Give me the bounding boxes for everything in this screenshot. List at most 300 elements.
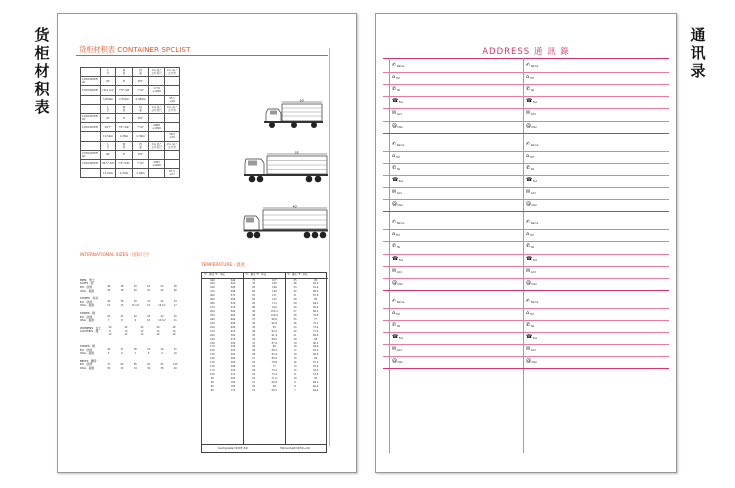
temperature-cell: 10 <box>293 376 297 380</box>
address-field-mail[interactable] <box>526 280 537 286</box>
hp-icon: ⌂ <box>526 152 530 159</box>
size-value: 38 <box>160 366 164 370</box>
address-field-label: H.P <box>529 234 534 238</box>
address-rule <box>383 84 669 85</box>
container-table-cell <box>149 95 165 104</box>
title-rule <box>383 58 669 59</box>
temperature-cell: 60.8 <box>312 353 319 357</box>
address-field-mail[interactable] <box>526 123 537 129</box>
container-table-cell <box>165 77 180 86</box>
container-table-cell: L 长 <box>101 141 116 150</box>
side-label-right: 通讯录 <box>690 26 706 80</box>
temperature-cell: 77 <box>272 365 276 369</box>
address-field-label: Fax <box>398 258 404 262</box>
address-field-label: H.P <box>395 155 400 159</box>
truck-20ft-label: 20' <box>299 99 305 103</box>
address-field-add[interactable] <box>526 268 536 274</box>
address-field-hp[interactable] <box>392 231 400 237</box>
address-field-label: H.P <box>395 312 400 316</box>
address-rule <box>383 211 669 212</box>
temperature-cell: 203 <box>230 376 236 380</box>
address-field-add[interactable] <box>392 110 402 116</box>
size-value: 40 <box>133 300 137 304</box>
temperature-cell: 210 <box>210 329 215 333</box>
container-table-cell: W 宽 <box>116 104 133 113</box>
size-value: 36 <box>107 348 111 352</box>
container-table-cell <box>149 132 165 141</box>
container-table-cell: 8'6" <box>133 113 149 122</box>
temperature-cell: 18 <box>293 345 297 349</box>
size-value: 11 <box>173 318 177 322</box>
address-rule <box>383 151 669 152</box>
fax-icon: ☎ <box>526 98 533 105</box>
address-field-hp[interactable] <box>392 153 400 159</box>
address-field-add[interactable] <box>392 346 402 352</box>
temperature-column <box>264 273 285 445</box>
temperature-cell: 185 <box>230 384 236 388</box>
address-field-name[interactable] <box>392 141 404 147</box>
size-value: 75 <box>107 362 111 366</box>
mail-icon: @ <box>526 279 531 286</box>
address-rule <box>383 332 669 333</box>
size-value: 9 <box>161 351 163 355</box>
size-row-label: USA · 美国 <box>80 366 95 371</box>
temperature-cell: 90 <box>210 380 214 384</box>
address-rule <box>383 241 669 242</box>
address-field-label: Mail <box>397 361 403 365</box>
address-rule <box>383 163 669 164</box>
address-field-fax[interactable] <box>392 256 403 262</box>
temperature-cell: 95 <box>210 376 214 380</box>
temperature-cell: 167 <box>272 278 277 282</box>
temperature-cell: 55.4 <box>312 365 319 369</box>
temperature-cell: 91.4 <box>312 286 319 290</box>
address-field-tel[interactable] <box>526 322 534 328</box>
size-value: 39 <box>147 348 151 352</box>
temperature-cell: 33 <box>252 333 256 337</box>
container-table-cell <box>165 113 180 122</box>
size-value: 8 <box>109 329 111 333</box>
container-table-cell <box>165 159 180 168</box>
container-table-cell: Cu. ft.³ 立方英尺 <box>149 68 165 77</box>
address-field-label: H.P <box>529 77 534 81</box>
address-field-tel[interactable] <box>526 243 534 249</box>
add-icon: ✉ <box>392 189 397 195</box>
hp-icon: ⌂ <box>392 231 396 238</box>
temperature-cell: 410 <box>230 329 236 333</box>
address-rule <box>383 199 669 200</box>
column-divider <box>523 58 524 453</box>
temperature-cell: 338 <box>230 345 236 349</box>
name-icon: ✍ <box>526 62 531 68</box>
address-field-label: Fax <box>398 179 404 183</box>
container-table-cell <box>81 169 101 178</box>
hp-icon: ⌂ <box>392 152 396 159</box>
hp-icon: ⌂ <box>526 231 530 238</box>
temperature-cell: 230 <box>230 369 236 373</box>
address-field-fax[interactable] <box>526 334 537 340</box>
temperature-cell: 8 <box>294 384 296 388</box>
temperature-cell: 104 <box>272 306 277 310</box>
temperature-cell: 230 <box>210 321 215 325</box>
address-field-tel[interactable] <box>392 322 400 328</box>
container-table-cell: 59.5 +50 <box>165 132 180 141</box>
mail-icon: @ <box>392 201 397 208</box>
temperature-cell: 644 <box>230 278 236 282</box>
address-field-add[interactable] <box>526 189 536 195</box>
size-value: 41 <box>147 300 151 304</box>
size-value: 16 <box>172 329 176 333</box>
size-value: 48 <box>172 326 176 330</box>
address-field-hp[interactable] <box>526 153 534 159</box>
size-row-label: WOMENS · 女士 <box>80 325 102 330</box>
container-table-cell: CONTAINER <box>81 86 101 95</box>
truck-40ft-illustration <box>243 205 329 243</box>
size-value: 45 <box>173 315 177 319</box>
address-field-tel[interactable] <box>392 243 400 249</box>
add-icon: ✉ <box>392 267 397 274</box>
container-table-cell <box>81 132 101 141</box>
address-title: ADDRESS 通 訊 錄 <box>482 47 570 57</box>
temperature-cell: 40 <box>252 306 256 310</box>
container-table-cell: 7'8"-5/8" <box>116 159 133 168</box>
size-value: 15 1/2 <box>131 303 139 307</box>
temperature-cell: 572 <box>230 294 236 298</box>
address-field-label: Name <box>396 65 405 68</box>
size-value: 38 <box>120 289 124 293</box>
address-field-name[interactable] <box>526 62 538 68</box>
container-table-row <box>81 113 180 122</box>
address-field-label: Add <box>396 113 402 117</box>
temperature-cell: 75 <box>252 278 256 282</box>
temperature-cell: 95 <box>314 278 318 282</box>
address-field-label: Name <box>530 300 539 304</box>
address-rule <box>383 308 669 309</box>
size-row-label: SHOES · 鞋 <box>80 310 96 315</box>
container-table-cell: 2.39m <box>133 132 149 141</box>
temperature-cell: 34 <box>293 282 297 286</box>
temperature-cell: 22 <box>293 329 297 333</box>
size-value: 85 <box>133 362 137 366</box>
size-row-label: USA · 美国 <box>80 303 95 308</box>
address-field-label: Fax <box>532 258 538 262</box>
temperature-cell: 32 <box>293 290 297 294</box>
address-field-mail[interactable] <box>392 201 403 207</box>
size-value: 8 <box>121 318 123 322</box>
size-value: 54 <box>160 285 164 289</box>
temperature-cell: 374 <box>230 337 236 341</box>
temperature-cell: 68 <box>272 384 276 388</box>
size-value: 10 <box>173 351 177 355</box>
name-icon: ✍ <box>392 219 397 226</box>
container-table-cell: 10.54m <box>101 132 116 141</box>
add-icon: ✉ <box>526 346 531 353</box>
title-rule <box>76 55 328 56</box>
temperature-cell: 212 <box>230 373 236 376</box>
temperature-cell: 149 <box>272 286 277 290</box>
container-table-cell <box>81 68 101 77</box>
size-value: 16 <box>156 333 160 337</box>
temperature-cell: 25 <box>252 365 256 369</box>
address-rule <box>383 121 669 122</box>
temperature-cell: 37 <box>252 317 256 321</box>
temperature-cell: 73.4 <box>312 325 319 329</box>
temperature-cell: 100 <box>210 373 215 376</box>
container-table-row <box>81 104 180 113</box>
address-field-fax[interactable] <box>526 98 537 104</box>
temperature-cell: 140 <box>272 290 277 294</box>
temperature-cell: 554 <box>230 298 236 302</box>
temperature-cell: 500 <box>230 310 236 313</box>
hp-icon: ⌂ <box>526 309 530 316</box>
temperature-cell: 22 <box>252 376 256 380</box>
address-field-hp[interactable] <box>526 74 534 80</box>
hp-icon: ⌂ <box>392 309 396 316</box>
address-field-tel[interactable] <box>392 165 400 171</box>
address-field-hp[interactable] <box>526 231 534 237</box>
address-field-hp[interactable] <box>526 310 534 316</box>
temperature-cell: 65 <box>252 286 256 290</box>
temperature-cell: 170 <box>210 345 215 349</box>
temperature-cell: 93.2 <box>271 329 277 333</box>
size-value: 30 <box>107 366 111 370</box>
temperature-cell: 89.6 <box>312 290 319 294</box>
address-field-mail[interactable] <box>392 358 403 364</box>
container-table-cell: Cu. ft.³ 立方英尺 <box>149 104 165 113</box>
size-value: 44 <box>160 289 164 293</box>
size-value: 18 <box>172 333 176 337</box>
address-field-fax[interactable] <box>526 256 537 262</box>
address-rule <box>383 175 669 176</box>
size-value: 38 <box>120 300 124 304</box>
name-icon: ✍ <box>392 62 397 68</box>
size-value: 100 <box>173 362 178 366</box>
temperature-formulas <box>202 444 326 452</box>
container-table-cell: 8'6" <box>133 150 149 159</box>
temperature-cell: 95 <box>272 325 276 329</box>
temperature-cell: 266 <box>230 361 236 365</box>
size-value: 40 <box>160 348 164 352</box>
temperature-cell: 11 <box>293 373 297 376</box>
temperature-cell: 78.8 <box>271 361 277 365</box>
size-row <box>80 304 182 308</box>
size-row-label: CLOTHES · 服 <box>80 329 99 334</box>
address-field-label: Add <box>396 192 402 195</box>
container-table-cell: 20' <box>101 77 116 86</box>
temperature-cell: 113 <box>272 302 277 306</box>
temperature-cell: 28 <box>293 306 297 310</box>
temperature-column <box>305 273 326 445</box>
address-field-label: Tel <box>530 246 535 250</box>
address-field-hp[interactable] <box>392 74 400 80</box>
temperature-cell: 71.6 <box>271 376 277 380</box>
size-value: 36 <box>107 289 111 293</box>
address-field-label: Name <box>396 222 405 226</box>
temperature-cell: 87.8 <box>312 294 319 298</box>
address-field-name[interactable] <box>392 62 404 68</box>
address-field-fax[interactable] <box>526 177 537 183</box>
temperature-cell: 82.4 <box>271 353 277 357</box>
temperature-cell: 330 <box>210 282 215 286</box>
temperature-cell: 16 <box>293 353 297 357</box>
add-icon: ✉ <box>392 110 397 117</box>
address-rule <box>383 290 669 291</box>
size-row-label: EU · 欧洲 <box>80 284 93 289</box>
container-table-row <box>81 132 180 141</box>
container-table-cell: 35' <box>101 113 116 122</box>
temperature-cell: 80.6 <box>312 310 319 313</box>
container-table-cell: CONTAINER 40' <box>81 150 101 159</box>
temperature-cell: 32 <box>252 337 256 341</box>
container-table-cell: Cu. ft.³ 立方英尺 <box>149 141 165 150</box>
temperature-cell: 21 <box>293 333 297 337</box>
container-table-cell: Cu. m.³ 立方米 <box>165 68 180 77</box>
size-value: 42 <box>133 315 137 319</box>
size-value: 40 <box>133 289 137 293</box>
address-field-name[interactable] <box>526 141 538 147</box>
address-field-add[interactable] <box>392 268 402 274</box>
temperature-cell: 36 <box>252 321 256 325</box>
size-value: 40 <box>108 326 112 330</box>
address-field-tel[interactable] <box>526 86 534 92</box>
temperature-cell: 24 <box>252 369 256 373</box>
temperature-column-divider <box>285 273 286 445</box>
size-value: 16 1/2 <box>158 303 166 307</box>
size-value: 6 <box>121 351 123 355</box>
address-field-fax[interactable] <box>392 334 403 340</box>
temperature-cell: 13 <box>293 365 297 369</box>
mail-icon: @ <box>392 358 397 365</box>
temperature-cell: 66.2 <box>271 388 277 392</box>
address-rule <box>383 356 669 357</box>
temperature-cell: 78.8 <box>312 313 319 317</box>
temperature-cell: 320 <box>230 349 236 353</box>
temperature-cell: 260 <box>210 310 215 313</box>
address-field-label: Add <box>530 113 536 117</box>
temperature-cell: 608 <box>230 286 236 290</box>
temperature-cell: 69.8 <box>312 333 319 337</box>
address-field-label: Mail <box>531 204 537 208</box>
size-value: 46 <box>173 289 177 293</box>
size-value: 44 <box>140 326 144 330</box>
address-rule <box>383 266 669 267</box>
temperature-cell: 110 <box>210 369 215 373</box>
temperature-column <box>202 273 223 445</box>
temperature-cell: 19 <box>252 388 256 392</box>
size-value: 50 <box>133 285 137 289</box>
temperature-cell: 35 <box>252 325 256 329</box>
fax-icon: ☎ <box>526 334 533 341</box>
temperature-cell: 75.2 <box>271 369 277 373</box>
address-field-fax[interactable] <box>392 98 403 104</box>
address-field-mail[interactable] <box>392 280 403 286</box>
temperature-cell: 31 <box>293 294 297 298</box>
address-field-label: Mail <box>397 125 403 129</box>
temperature-cell: 17 <box>293 349 297 353</box>
container-table-cell: 7'10" <box>133 86 149 95</box>
address-field-mail[interactable] <box>526 201 537 207</box>
container-table-cell: 2.36m <box>116 132 133 141</box>
add-icon: ✉ <box>526 267 531 274</box>
address-field-add[interactable] <box>526 346 536 352</box>
address-field-fax[interactable] <box>392 177 403 183</box>
size-value: 90 <box>147 362 151 366</box>
temperature-cell: 30 <box>293 298 297 302</box>
address-field-label: Tel <box>396 167 401 171</box>
temperature-cell: 46.4 <box>312 384 319 388</box>
temperature-cell: 59 <box>314 357 318 361</box>
size-value: 32 <box>120 366 124 370</box>
container-table-cell: 1170 +1000 <box>149 86 165 95</box>
size-row-label: EU · 欧洲 <box>80 299 93 304</box>
address-field-tel[interactable] <box>526 165 534 171</box>
temperature-cell: 86 <box>314 298 318 302</box>
container-table-cell: 8' <box>116 77 133 86</box>
temperature-cell: 96.8 <box>271 321 277 325</box>
container-table-cell <box>165 150 180 159</box>
size-value: 56 <box>173 285 177 289</box>
temperature-cell: 60 <box>252 290 256 294</box>
address-field-name[interactable] <box>392 219 404 225</box>
address-field-name[interactable] <box>526 298 538 304</box>
address-field-mail[interactable] <box>392 123 403 129</box>
size-value: 36 <box>147 366 151 370</box>
container-table-cell: 8' <box>116 150 133 159</box>
tel-icon: ✆ <box>392 164 397 171</box>
size-value: 34 <box>133 366 137 370</box>
address-field-tel[interactable] <box>392 86 400 92</box>
address-field-hp[interactable] <box>392 310 400 316</box>
mail-icon: @ <box>526 358 531 365</box>
container-table-row <box>81 150 180 159</box>
temperature-cell: 284 <box>230 357 236 361</box>
size-value: 10 <box>147 318 151 322</box>
temperature-cell: 75.2 <box>312 321 319 325</box>
address-field-label: Add <box>530 349 536 353</box>
address-field-mail[interactable] <box>526 358 537 364</box>
address-field-name[interactable] <box>526 219 538 225</box>
container-table-cell: H 高 <box>133 104 149 113</box>
size-row-label: USA · 美国 <box>80 318 95 323</box>
size-value: 44 <box>173 300 177 304</box>
name-icon: ✍ <box>526 219 531 226</box>
tel-icon: ✆ <box>526 243 531 250</box>
temperature-cell: 200 <box>210 333 215 337</box>
container-table-cell: 2.39m <box>133 169 149 178</box>
address-field-add[interactable] <box>392 189 402 195</box>
size-value: 48 <box>120 285 124 289</box>
tel-icon: ✆ <box>392 322 397 328</box>
address-field-label: Name <box>396 143 405 147</box>
container-table-cell: CONTAINER 35' <box>81 113 101 122</box>
mail-icon: @ <box>526 122 531 129</box>
temperature-cell: 57.2 <box>312 361 319 365</box>
size-value: 14 <box>156 329 160 333</box>
container-table-cell <box>81 141 101 150</box>
address-field-name[interactable] <box>392 298 404 304</box>
container-table-cell: 7'10" <box>133 123 149 132</box>
size-value: 40 <box>107 315 111 319</box>
temperature-cell: 26 <box>293 313 297 317</box>
name-icon: ✍ <box>526 140 531 147</box>
container-table-row <box>81 95 180 104</box>
container-table-cell <box>165 86 180 95</box>
size-value: 37 <box>120 348 124 352</box>
container-table-row <box>81 123 180 132</box>
temperature-cell: 102.2 <box>270 310 278 313</box>
address-field-add[interactable] <box>526 110 536 116</box>
temperature-cell: 26 <box>252 361 256 365</box>
